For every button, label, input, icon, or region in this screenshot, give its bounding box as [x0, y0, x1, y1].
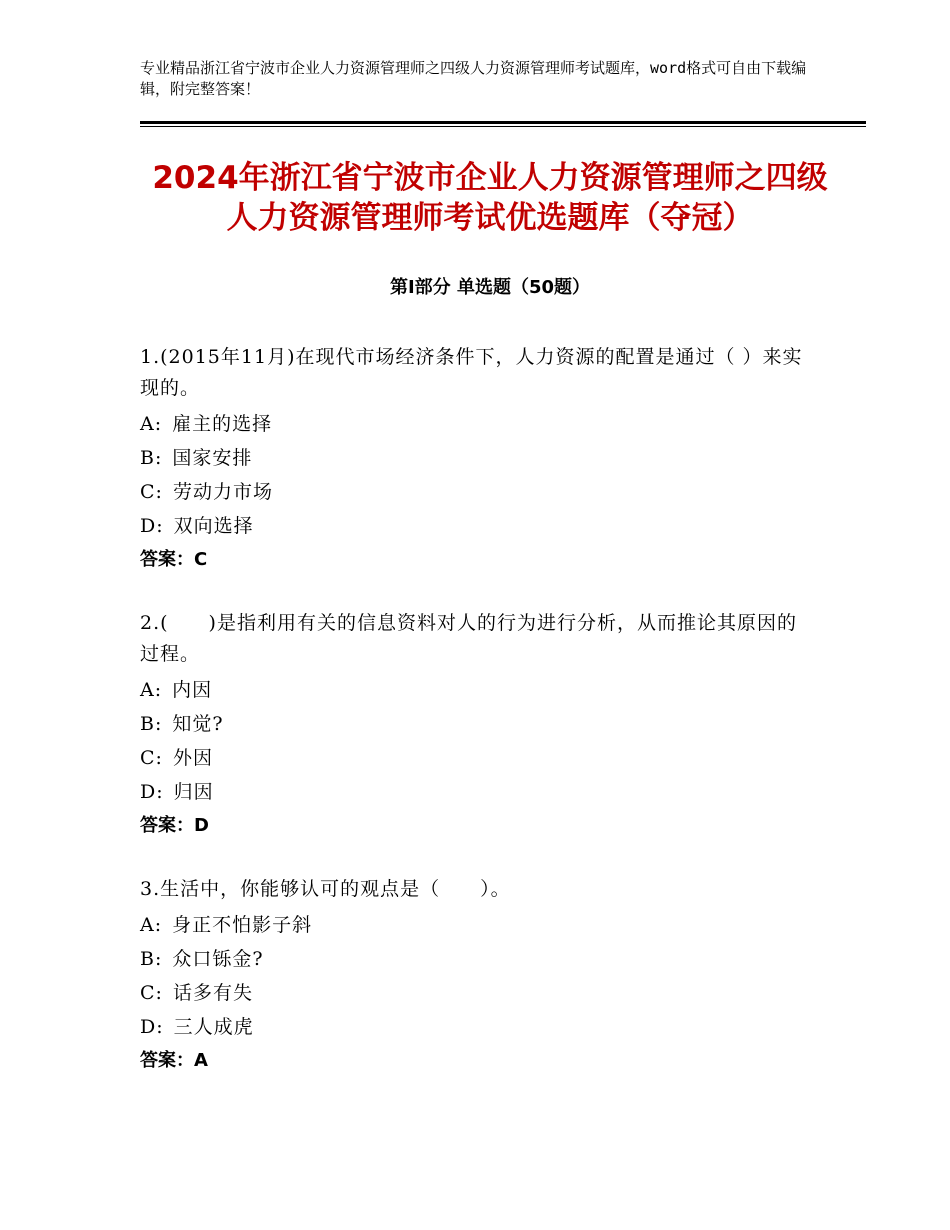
option-text: 外因 — [172, 747, 213, 769]
question-stem: 1.(2015年11月)在现代市场经济条件下，人力资源的配置是通过（ ）来实现的。 — [140, 346, 803, 399]
option-letter: D: — [140, 1016, 164, 1038]
answer — [140, 543, 810, 577]
document-title: 2024年浙江省宁波市企业人力资源管理师之四级人力资源管理师考试优选题库（夺冠） — [152, 160, 828, 236]
header-note: 专业精品浙江省宁波市企业人力资源管理师之四级人力资源管理师考试题库，word格式可自由下载编辑，附完整答案！ — [140, 59, 807, 98]
option-text: 归因 — [173, 781, 214, 803]
option-letter: D: — [140, 781, 164, 803]
option-a — [140, 673, 810, 707]
option-text: 身正不怕影子斜 — [172, 914, 313, 936]
question-stem: 2.( )是指利用有关的信息资料对人的行为进行分析，从而推论其原因的过程。 — [140, 612, 797, 665]
answer-label: 答案： — [140, 549, 194, 570]
section-heading: 第Ⅰ部分 单选题（50题） — [389, 277, 590, 298]
option-b — [140, 707, 810, 741]
option-text: 知觉? — [172, 713, 224, 735]
header-rule-thin — [140, 126, 866, 127]
option-text: 劳动力市场 — [172, 481, 273, 503]
answer — [140, 809, 810, 843]
option-d — [140, 775, 810, 809]
answer — [140, 1044, 810, 1078]
option-a — [140, 407, 810, 441]
option-text: 双向选择 — [173, 515, 254, 537]
question-stem: 3.生活中，你能够认可的观点是（ ）。 — [140, 878, 511, 900]
option-b — [140, 942, 810, 976]
option-text: 众口铄金? — [172, 948, 264, 970]
option-letter: C: — [140, 747, 163, 769]
option-d — [140, 509, 810, 543]
option-text: 国家安排 — [172, 447, 253, 469]
option-letter: B: — [140, 713, 163, 735]
option-b — [140, 441, 810, 475]
option-letter: C: — [140, 982, 163, 1004]
option-c — [140, 475, 810, 509]
answer-value: C — [194, 549, 208, 570]
option-letter: B: — [140, 447, 163, 469]
answer-label: 答案： — [140, 815, 194, 836]
header-rule-thick — [140, 121, 866, 124]
option-c — [140, 976, 810, 1010]
option-letter: A: — [140, 413, 163, 435]
option-a — [140, 908, 810, 942]
answer-value: A — [194, 1050, 208, 1071]
option-d — [140, 1010, 810, 1044]
option-letter: A: — [140, 914, 163, 936]
question-3 — [140, 874, 810, 1078]
question-list — [140, 342, 810, 1109]
option-letter: B: — [140, 948, 163, 970]
option-text: 话多有失 — [172, 982, 253, 1004]
option-text: 雇主的选择 — [172, 413, 273, 435]
question-1 — [140, 342, 810, 577]
option-letter: A: — [140, 679, 163, 701]
option-c — [140, 741, 810, 775]
option-letter: C: — [140, 481, 163, 503]
answer-value: D — [194, 815, 209, 836]
option-letter: D: — [140, 515, 164, 537]
option-text: 内因 — [172, 679, 213, 701]
option-text: 三人成虎 — [173, 1016, 254, 1038]
answer-label: 答案： — [140, 1050, 194, 1071]
question-2 — [140, 608, 810, 843]
